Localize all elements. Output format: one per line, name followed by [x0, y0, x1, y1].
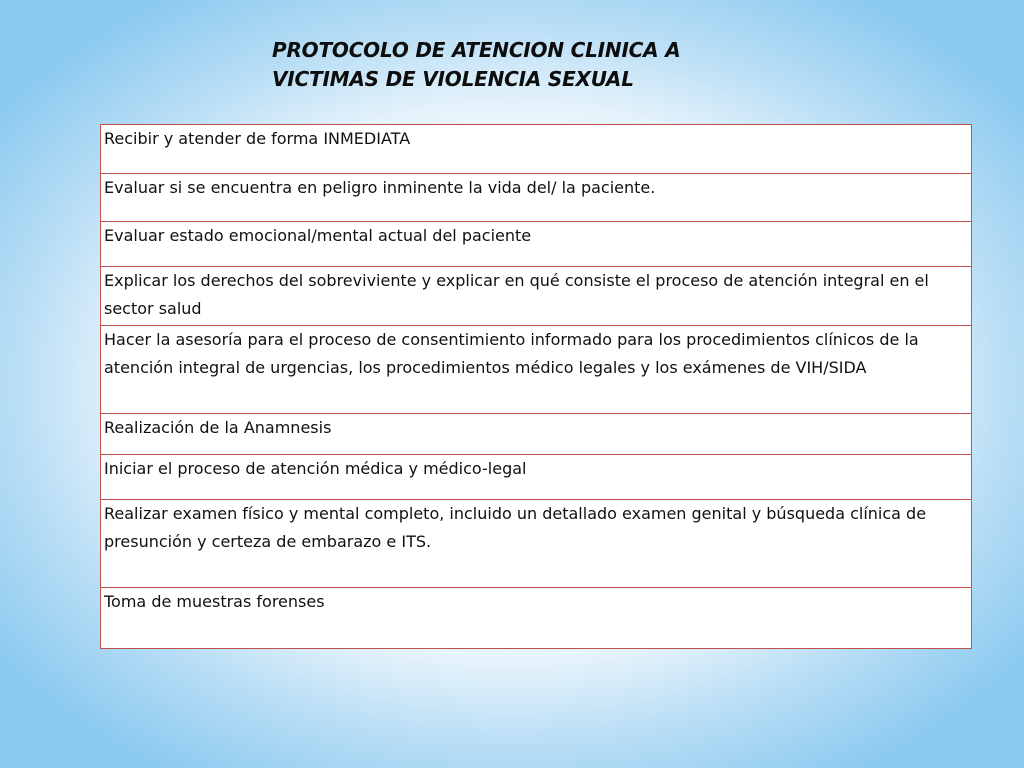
- slide-title-line-2: VICTIMAS DE VIOLENCIA SEXUAL: [272, 67, 634, 91]
- table-row: [101, 125, 972, 174]
- table-cell-step-5: [101, 326, 972, 414]
- table-cell-step-1: [101, 125, 972, 174]
- step-3-text: Evaluar estado emocional/mental actual del paciente: [104, 226, 532, 245]
- table-row: [101, 500, 972, 588]
- table-cell-step-4: [101, 267, 972, 326]
- step-7-text: Iniciar el proceso de atención médica y médico-legal: [104, 459, 527, 478]
- step-9-text: Toma de muestras forenses: [104, 592, 325, 611]
- step-2-text: Evaluar si se encuentra en peligro inminente la vida del/ la paciente.: [104, 178, 656, 197]
- table-cell-step-9: [101, 588, 972, 649]
- step-6-text: Realización de la Anamnesis: [104, 418, 332, 437]
- table-cell-step-6: [101, 414, 972, 455]
- table-cell-step-8: [101, 500, 972, 588]
- table-row: [101, 222, 972, 267]
- table-cell-step-2: [101, 174, 972, 222]
- step-4-text: Explicar los derechos del sobreviviente y explicar en qué consiste el proceso de atención integral en el sector salud: [104, 271, 929, 318]
- slide-title-line-1: PROTOCOLO DE ATENCION CLINICA A: [272, 38, 681, 62]
- table-row: [101, 455, 972, 500]
- table-row: [101, 174, 972, 222]
- protocol-steps-table: [100, 124, 972, 649]
- table-cell-step-7: [101, 455, 972, 500]
- table-cell-step-3: [101, 222, 972, 267]
- table-row: [101, 326, 972, 414]
- table-row: [101, 588, 972, 649]
- table-row: [101, 267, 972, 326]
- step-1-text: Recibir y atender de forma INMEDIATA: [104, 129, 411, 148]
- step-8-text: Realizar examen físico y mental completo, incluido un detallado examen genital y búsqueda clínica de presunción y certeza de embarazo e ITS.: [104, 504, 927, 551]
- table-row: [101, 414, 972, 455]
- slide-title: [272, 36, 792, 94]
- step-5-text: Hacer la asesoría para el proceso de consentimiento informado para los procedimientos clínicos de la atención integral de urgencias, los procedimientos médico legales y los exámenes de VIH/SIDA: [104, 330, 919, 377]
